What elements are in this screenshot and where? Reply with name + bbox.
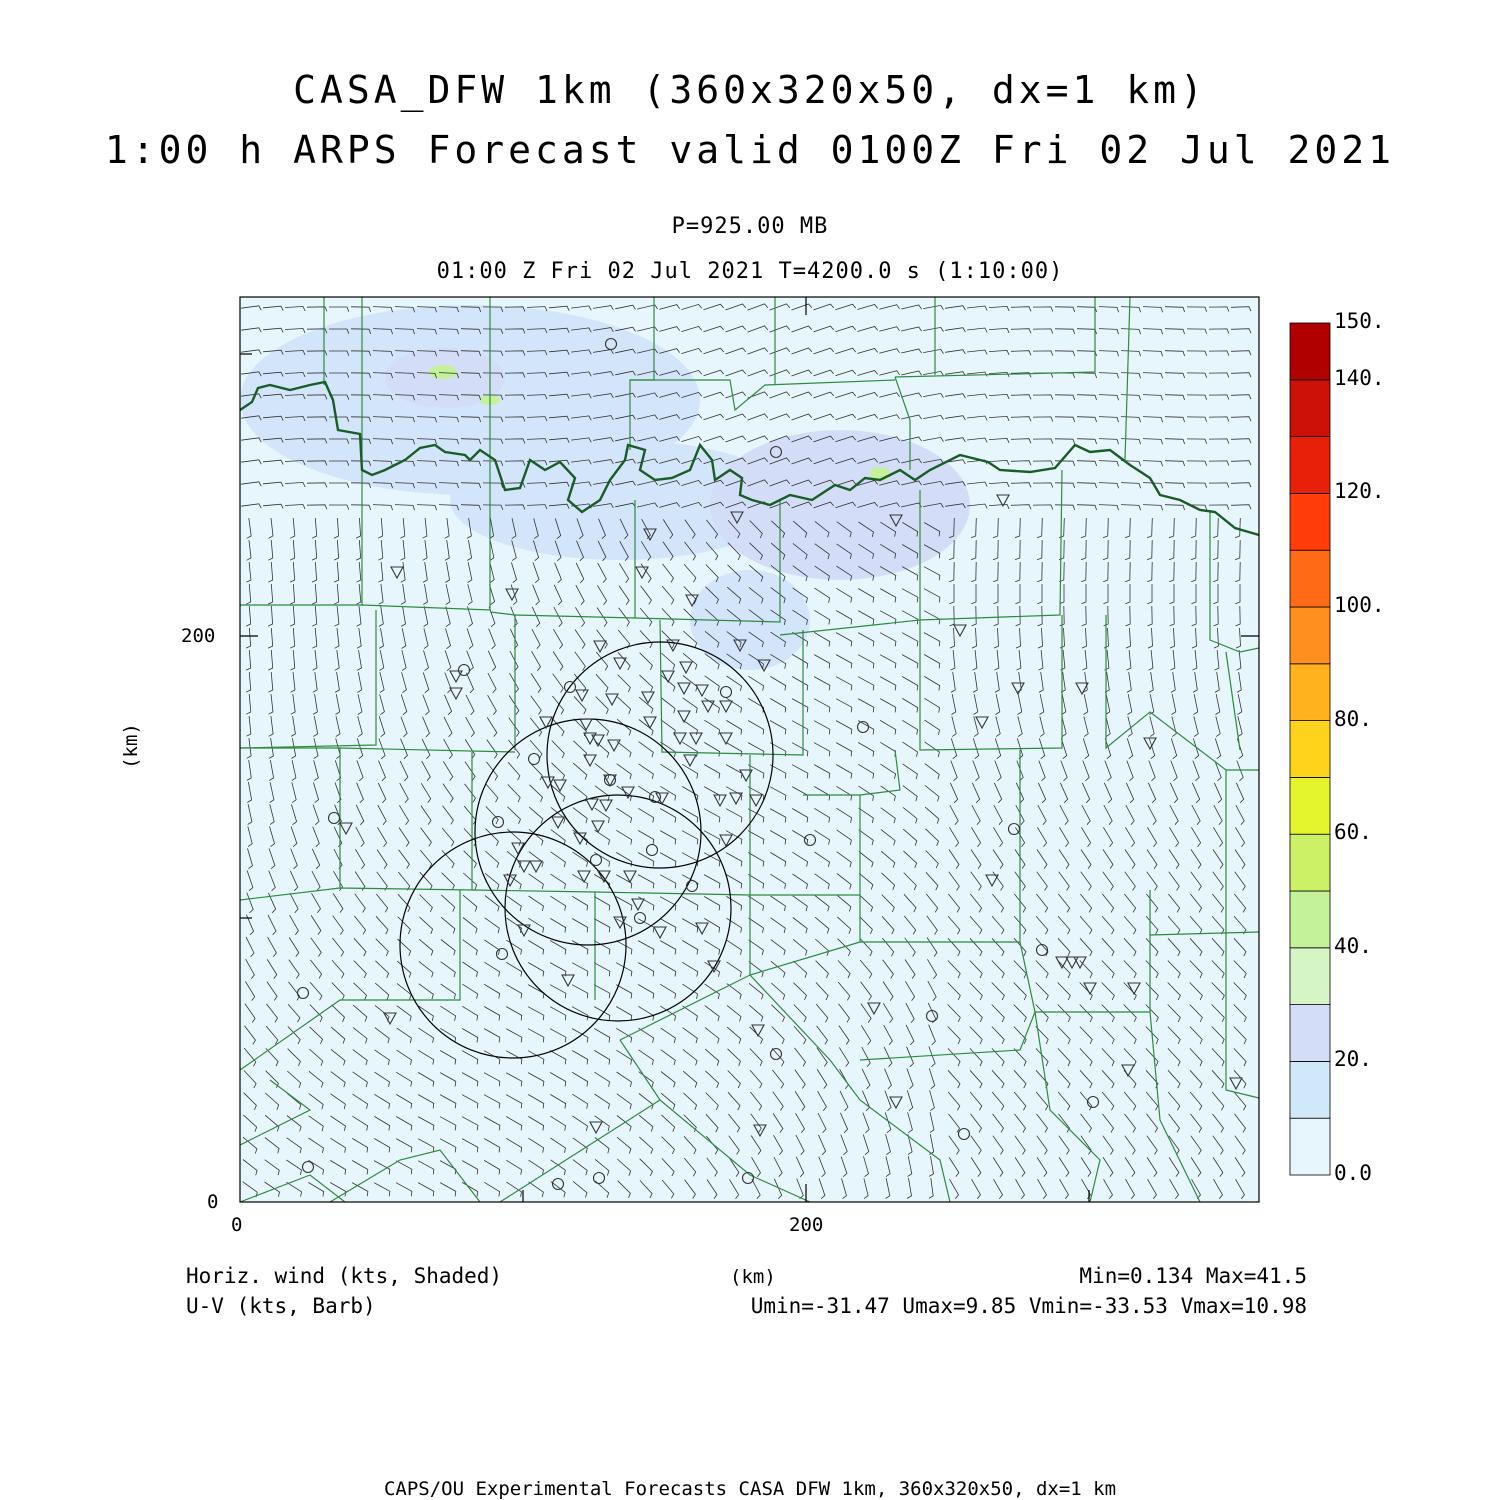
- colorbar-segment: [1290, 550, 1330, 607]
- colorbar-segment: [1290, 777, 1330, 834]
- colorbar-label: 100.: [1334, 593, 1385, 617]
- colorbar-segment: [1290, 1061, 1330, 1118]
- colorbar-label: 120.: [1334, 479, 1385, 504]
- colorbar: [1290, 323, 1330, 1175]
- colorbar-segment: [1290, 948, 1330, 1005]
- colorbar-label: 40.: [1334, 933, 1372, 958]
- colorbar-segment: [1290, 721, 1330, 778]
- legend-field-barb: U-V (kts, Barb): [186, 1294, 376, 1318]
- x-tick-label-200: 200: [789, 1214, 824, 1236]
- time-label: 01:00 Z Fri 02 Jul 2021 T=4200.0 s (1:10:00): [436, 259, 1064, 284]
- colorbar-label: 60.: [1334, 820, 1372, 845]
- min-max-label: Min=0.134 Max=41.5: [1079, 1264, 1307, 1288]
- title-line-2: 1:00 h ARPS Forecast valid 0100Z Fri 02 Jul 2021: [104, 128, 1396, 172]
- colorbar-label: 150.: [1334, 309, 1385, 333]
- y-tick-label-0: 0: [207, 1191, 219, 1213]
- colorbar-segment: [1290, 323, 1330, 380]
- colorbar-label: 0.0: [1334, 1161, 1372, 1185]
- x-tick-label-0: 0: [231, 1214, 243, 1236]
- colorbar-label: 140.: [1334, 365, 1385, 390]
- legend-field-shaded: Horiz. wind (kts, Shaded): [186, 1264, 503, 1288]
- colorbar-segment: [1290, 437, 1330, 494]
- colorbar-segment: [1290, 607, 1330, 664]
- y-tick-label-200: 200: [181, 625, 216, 647]
- colorbar-segment: [1290, 380, 1330, 437]
- footer-credit: CAPS/OU Experimental Forecasts CASA DFW 1km, 360x320x50, dx=1 km: [383, 1478, 1117, 1500]
- x-axis-label: (km): [730, 1266, 776, 1288]
- colorbar-segment: [1290, 1118, 1330, 1175]
- colorbar-segment: [1290, 834, 1330, 891]
- colorbar-segment: [1290, 664, 1330, 721]
- shade-region: [429, 365, 457, 379]
- colorbar-segment: [1290, 493, 1330, 550]
- level-label: P=925.00 MB: [671, 214, 829, 239]
- uv-stats-label: Umin=-31.47 Umax=9.85 Vmin=-33.53 Vmax=10.98: [750, 1294, 1307, 1318]
- colorbar-label: 20.: [1334, 1047, 1372, 1072]
- colorbar-segment: [1290, 891, 1330, 948]
- y-axis-label: (km): [119, 723, 142, 769]
- colorbar-segment: [1290, 1005, 1330, 1062]
- colorbar-label: 80.: [1334, 706, 1372, 731]
- title-line-1: CASA_DFW 1km (360x320x50, dx=1 km): [293, 68, 1207, 112]
